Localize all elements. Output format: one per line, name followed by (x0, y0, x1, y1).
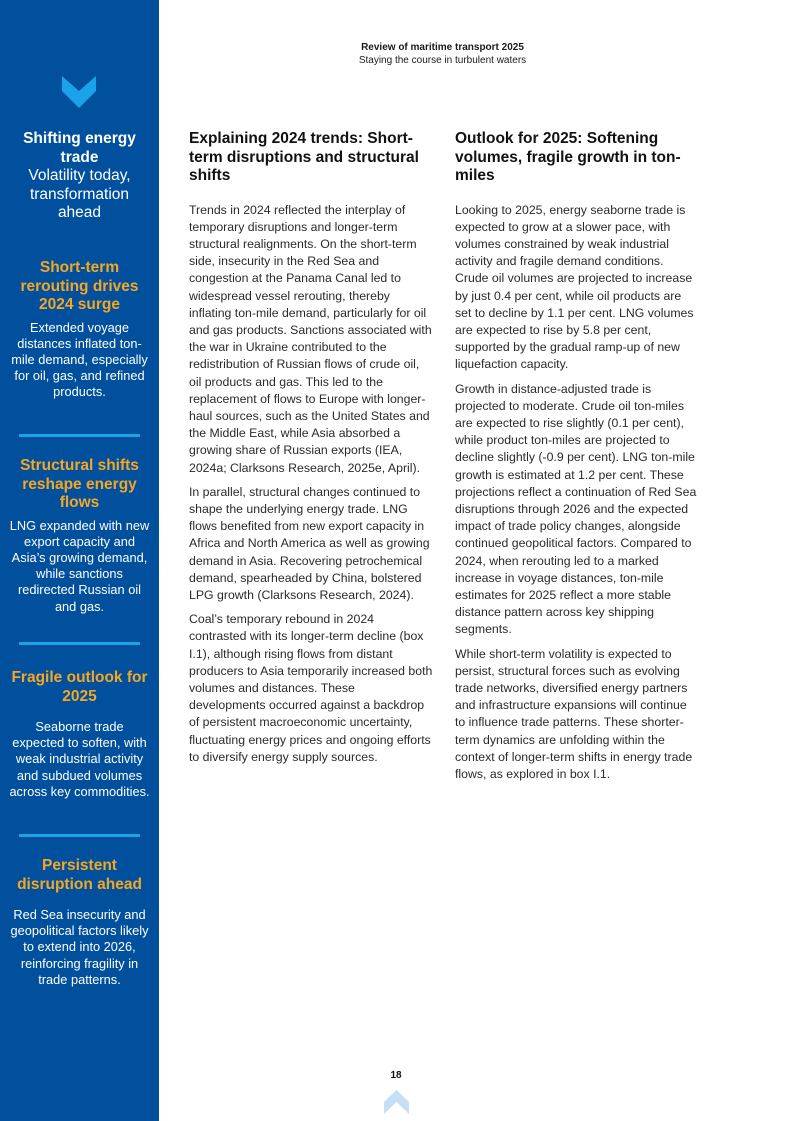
sidebar-summary (0, 0, 159, 1121)
section-heading: Outlook for 2025: Softening volumes, fragile growth in ton-miles (455, 130, 681, 184)
paragraph: Coal’s temporary rebound in 2024 contrasted with its longer-term decline (box I.1), although rising flows from distant producers to Asia temporarily increased both volumes and distances. These developments occurred against a backdrop of persistent macroeconomic uncertainty, fluctuating energy prices and ongoing efforts to diversify energy supply sources. (189, 612, 433, 764)
report-title: Review of maritime transport 2025 (361, 42, 524, 53)
report-subtitle: Staying the course in turbulent waters (358, 54, 527, 66)
sidebar-block-heading: Persistent disruption ahead (17, 857, 142, 893)
sidebar-block-rerouting (8, 259, 151, 401)
sidebar-intro (8, 130, 151, 223)
sidebar-divider (19, 834, 140, 837)
chevron-down-icon (62, 76, 96, 108)
section-heading: Explaining 2024 trends: Short-term disruptions and structural shifts (189, 130, 419, 184)
running-header (190, 42, 695, 67)
sidebar-block-heading: Short-term rerouting drives 2024 surge (20, 259, 139, 313)
paragraph: Looking to 2025, energy seaborne trade is expected to grow at a slower pace, with volumes constrained by weak industrial activity and fragile demand conditions. Crude oil volumes are projected to increase by just 0.4 per cent, while oil products are set to decline by 1.1 per cent. LNG volumes are expected to rise by 5.8 per cent, supported by the gradual ramp-up of new liquefaction capacity. (455, 202, 694, 372)
section-2024-trends (189, 130, 434, 773)
sidebar-block-text: Red Sea insecurity and geopolitical factors likely to extend into 2026, reinforcing fragility in trade patterns. (10, 907, 149, 987)
sidebar-divider (19, 434, 140, 437)
sidebar-intro-subtitle: Volatility today, transformation ahead (28, 167, 131, 221)
page-number: 18 (390, 1070, 402, 1081)
paragraph: Growth in distance-adjusted trade is projected to moderate. Crude oil ton-miles are expected to rise slightly (0.1 per cent), while product ton-miles are projected to decline slightly (-0.9 per cent). LNG ton-mile growth is estimated at 1.2 per cent. These projections reflect a continuation of Red Sea disruptions through 2026 and the expected impact of trade policy changes, alongside continued geopolitical factors. Compared to 2024, when rerouting led to a marked increase in voyage distances, ton-mile estimates for 2025 reflect a more stable distance pattern across key shipping segments. (455, 381, 697, 637)
sidebar-block-text: LNG expanded with new export capacity and Asia’s growing demand, while sanctions redirected Russian oil and gas. (9, 517, 150, 614)
sidebar-block-text: Seaborne trade expected to soften, with weak industrial activity and subdued volumes across key commodities. (9, 719, 150, 799)
paragraph: Trends in 2024 reflected the interplay of temporary disruptions and longer-term structural realignments. On the short-term side, insecurity in the Red Sea and congestion at the Panama Canal led to widespread vessel rerouting, thereby inflating ton-mile demand, particularly for oil and gas products. Sanctions associated with the war in Ukraine contributed to the redistribution of Russian flows of crude oil, oil products and gas. This led to the replacement of flows to Europe with longer-haul sources, such as the United States and the Middle East, while Asia absorbed a growing share of Russian exports (IEA, 2024a; Clarksons Research, 2025e, April). (189, 202, 432, 475)
sidebar-intro-title: Shifting energy trade (23, 130, 136, 166)
sidebar-divider (19, 642, 140, 645)
sidebar-block-heading: Fragile outlook for 2025 (11, 669, 148, 705)
sidebar-block-text: Extended voyage distances inflated ton-mile demand, especially for oil, gas, and refined products. (11, 319, 148, 400)
section-2025-outlook (455, 130, 700, 790)
paragraph: While short-term volatility is expected to persist, structural forces such as evolving trade networks, diversified energy partners and infrastructure expansions will continue to influence trade patterns. These shorter-term dynamics are unfolding within the context of longer-term shifts in energy trade flows, as explored in box I.1. (455, 646, 693, 781)
paragraph: In parallel, structural changes continued to shape the underlying energy trade. LNG flows benefited from new export capacity in Africa and North America as well as growing demand in Asia. Recovering petrochemical demand, spearheaded by China, bolstered LPG growth (Clarksons Research, 2024). (189, 484, 430, 602)
sidebar-block-heading: Structural shifts reshape energy flows (20, 457, 139, 511)
sidebar-block-persistent-disruption (8, 857, 151, 988)
sidebar-block-fragile-outlook (8, 669, 151, 800)
sidebar-block-structural-shifts (8, 457, 151, 615)
chevron-up-icon[interactable] (384, 1090, 409, 1114)
